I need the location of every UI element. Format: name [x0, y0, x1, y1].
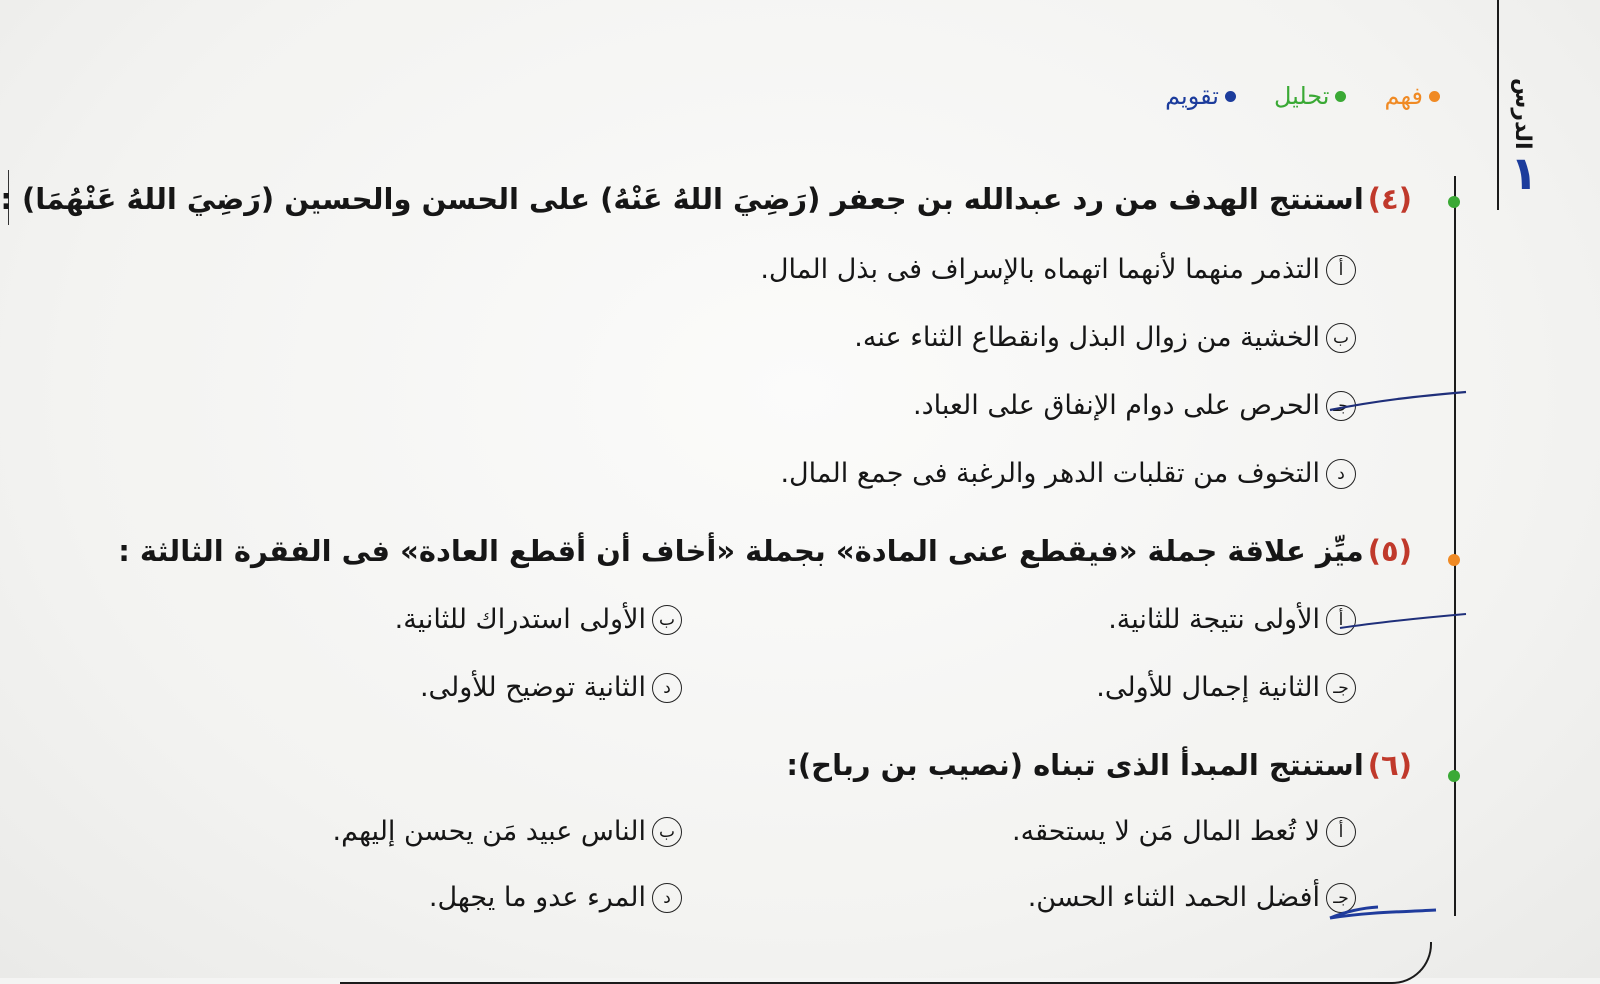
option-letter-badge: د [1326, 459, 1356, 489]
question-number: (٤) [1367, 182, 1412, 216]
option-q4-c[interactable] [913, 390, 1356, 421]
legend-label: فهم [1384, 82, 1423, 110]
option-text: الخشية من زوال البذل وانقطاع الثناء عنه. [854, 322, 1320, 353]
green-dot-icon [1448, 196, 1460, 208]
question-4 [0, 182, 1412, 216]
option-q5-c[interactable] [1096, 672, 1356, 703]
legend-item-understanding [1384, 82, 1440, 110]
option-letter-badge: جـ [1326, 673, 1356, 703]
lesson-label: الدرس [1510, 78, 1535, 150]
option-q5-d[interactable] [420, 672, 682, 703]
question-6 [786, 748, 1412, 782]
option-q6-c[interactable] [1028, 882, 1356, 913]
legend-item-evaluation [1165, 82, 1236, 110]
legend-label: تحليل [1273, 82, 1330, 110]
option-text: الناس عبيد مَن يحسن إليهم. [332, 816, 646, 847]
option-q6-d[interactable] [429, 882, 682, 913]
option-text: التذمر منهما لأنهما اتهماه بالإسراف فى بذل المال. [760, 254, 1320, 285]
orange-dot-icon [1448, 554, 1460, 566]
legend-item-analysis [1274, 82, 1347, 110]
question-number: (٥) [1367, 534, 1412, 568]
orange-dot-icon [1429, 91, 1440, 102]
option-text: الحرص على دوام الإنفاق على العباد. [913, 390, 1320, 421]
option-text: المرء عدو ما يجهل. [428, 882, 646, 913]
option-q6-a[interactable] [1012, 816, 1356, 847]
option-letter-badge: ب [1326, 323, 1356, 353]
option-letter-badge: جـ [1326, 883, 1356, 913]
pen-mark-q5 [1340, 614, 1466, 628]
skill-legend [1165, 82, 1440, 110]
option-text: لا تُعط المال مَن لا يستحقه. [1012, 816, 1320, 847]
option-letter-badge: أ [1326, 817, 1356, 847]
option-q6-b[interactable] [333, 816, 682, 847]
question-text: استنتج الهدف من رد عبدالله بن جعفر (رَضِيَ اللهُ عَنْهُ) على الحسن والحسين (رَضِيَ اللهُ عَنْهُمَا) : [0, 182, 1364, 216]
option-letter-badge: أ [1326, 605, 1356, 635]
frame-right-line [1454, 176, 1456, 916]
option-letter-badge: د [652, 673, 682, 703]
option-letter-badge: ب [652, 817, 682, 847]
option-letter-badge: ب [652, 605, 682, 635]
question-text: ميِّز علاقة جملة «فيقطع عنى المادة» بجملة «أخاف أن أقطع العادة» فى الفقرة الثالثة : [118, 534, 1364, 568]
option-q4-b[interactable] [854, 322, 1356, 353]
option-letter-badge: د [652, 883, 682, 913]
option-q4-a[interactable] [760, 254, 1356, 285]
green-dot-icon [1448, 770, 1460, 782]
option-letter-badge: جـ [1326, 391, 1356, 421]
question-number: (٦) [1367, 748, 1412, 782]
option-text: الأولى نتيجة للثانية. [1108, 604, 1320, 635]
lesson-number: ١ [1510, 146, 1539, 200]
option-text: الثانية إجمال للأولى. [1096, 672, 1320, 703]
option-q5-b[interactable] [395, 604, 682, 635]
option-q5-a[interactable] [1108, 604, 1356, 635]
question-5 [118, 534, 1412, 568]
option-q4-d[interactable] [780, 458, 1356, 489]
green-dot-icon [1335, 91, 1346, 102]
legend-label: تقويم [1165, 82, 1219, 110]
option-letter-badge: أ [1326, 255, 1356, 285]
question-text: استنتج المبدأ الذى تبناه (نصيب بن رباح): [786, 748, 1364, 782]
option-text: الثانية توضيح للأولى. [419, 672, 646, 703]
blue-dot-icon [1225, 91, 1236, 102]
option-text: أفضل الحمد الثناء الحسن. [1027, 882, 1320, 913]
option-text: التخوف من تقلبات الدهر والرغبة فى جمع المال. [780, 458, 1320, 489]
option-text: الأولى استدراك للثانية. [394, 604, 646, 635]
